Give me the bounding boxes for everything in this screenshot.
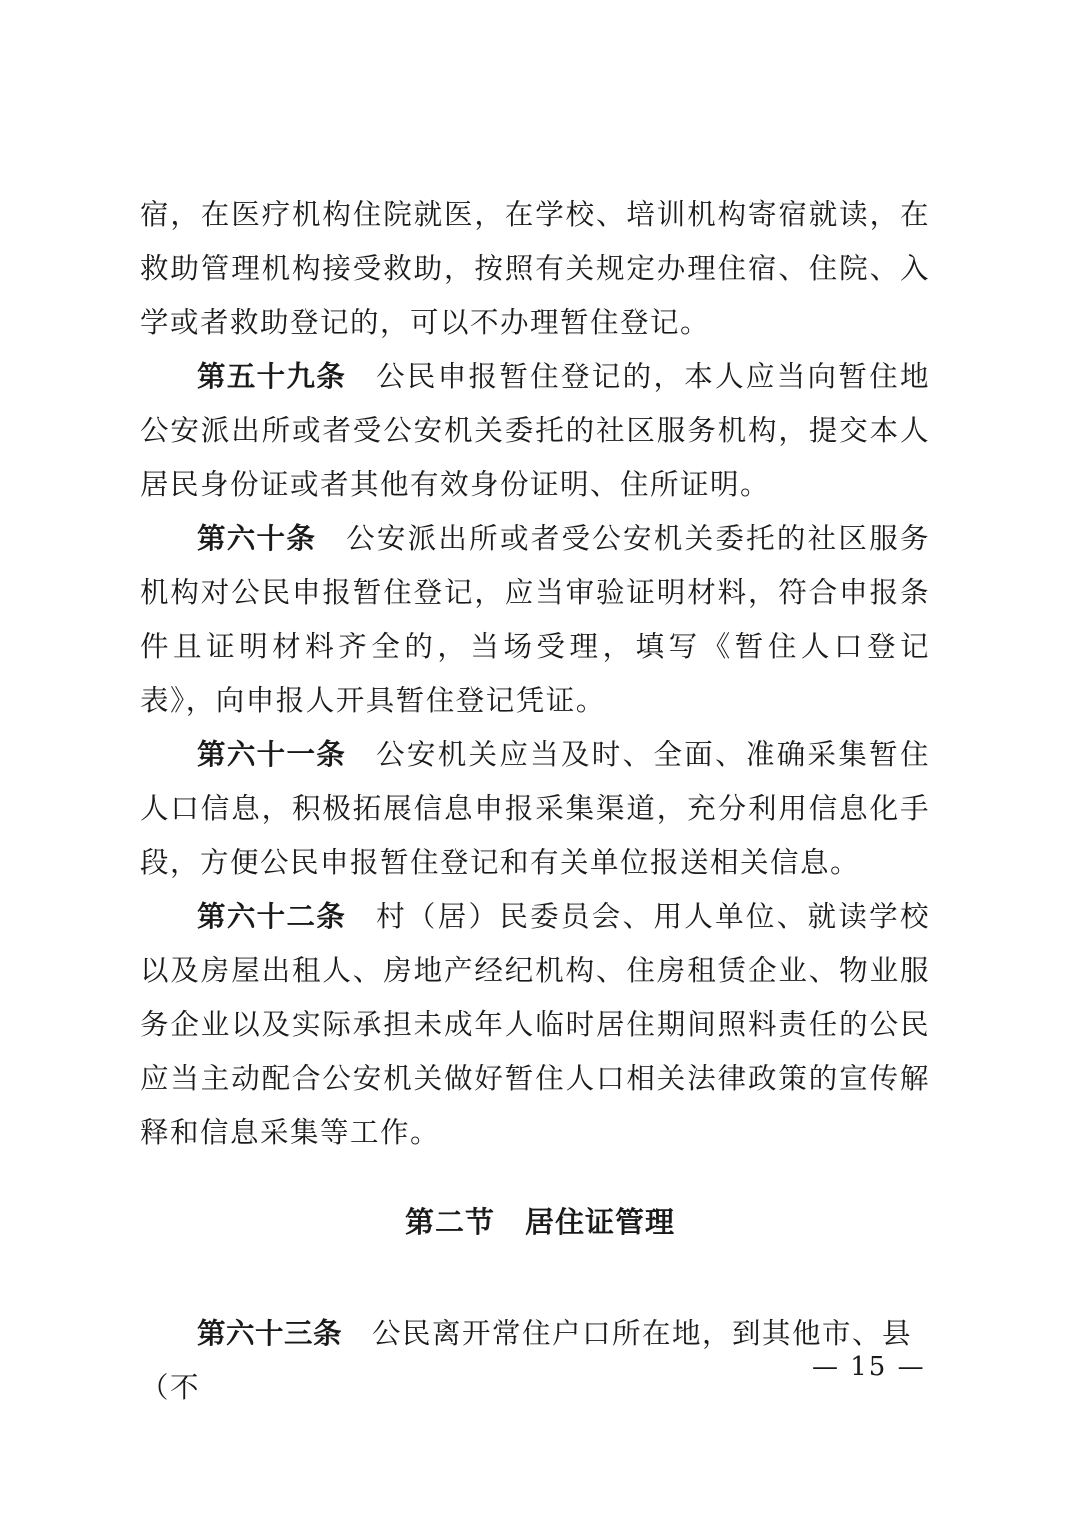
article-text: 公安派出所或者受公安机关委托的社区服务机构对公民申报暂住登记，应当审验证明材料，符合申报条件且证明材料齐全的，当场受理，填写《暂住人口登记表》，向申报人开具暂住登记凭证。 xyxy=(140,522,930,717)
article-number: 第五十九条 xyxy=(197,360,347,393)
article-number: 第六十一条 xyxy=(197,738,347,771)
article-62 xyxy=(140,890,930,1160)
article-text: 公民申报暂住登记的，本人应当向暂住地公安派出所或者受公安机关委托的社区服务机构，提交本人居民身份证或者其他有效身份证明、住所证明。 xyxy=(140,360,930,501)
page-number: — 15 — xyxy=(812,1352,926,1382)
article-61 xyxy=(140,728,930,890)
article-text: 村（居）民委员会、用人单位、就读学校以及房屋出租人、房地产经纪机构、住房租赁企业、物业服务企业以及实际承担未成年人临时居住期间照料责任的公民应当主动配合公安机关做好暂住人口相关法律政策的宣传解释和信息采集等工作。 xyxy=(140,900,930,1149)
article-number: 第六十二条 xyxy=(197,900,347,933)
continuation-paragraph: 宿，在医疗机构住院就医，在学校、培训机构寄宿就读，在救助管理机构接受救助，按照有关规定办理住宿、住院、入学或者救助登记的，可以不办理暂住登记。 xyxy=(140,198,930,339)
article-number: 第六十三条 xyxy=(197,1317,343,1350)
document-body xyxy=(140,188,930,1160)
section-number: 第二节 xyxy=(404,1205,495,1239)
article-text: 公民离开常住户口所在地，到其他市、县（不 xyxy=(140,1317,913,1404)
section-title: 居住证管理 xyxy=(525,1205,676,1239)
article-60 xyxy=(140,512,930,728)
article-text: 公安机关应当及时、全面、准确采集暂住人口信息，积极拓展信息申报采集渠道，充分利用信息化手段，方便公民申报暂住登记和有关单位报送相关信息。 xyxy=(140,738,930,879)
article-number: 第六十条 xyxy=(197,522,317,555)
article-59 xyxy=(140,350,930,512)
section-heading xyxy=(0,1200,1080,1241)
